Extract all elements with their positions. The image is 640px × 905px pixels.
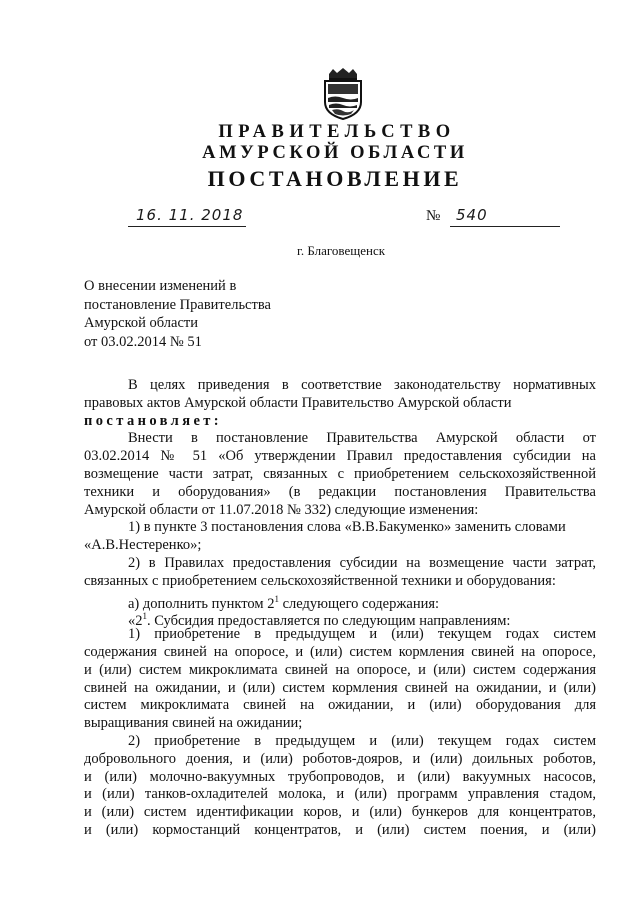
body-line: Амурской области от 11.07.2018 № 332) следующие изменения: xyxy=(84,501,479,518)
body-line: и (или) систем идентификации коров, и (или) бункеров для концентратов, xyxy=(84,804,596,821)
document-type-title: ПОСТАНОВЛЕНИЕ xyxy=(207,166,463,191)
government-title-line2: АМУРСКОЙ ОБЛАСТИ xyxy=(202,143,468,163)
superscript: 1 xyxy=(274,593,279,604)
body-line: 2) в Правилах предоставления субсидии на возмещение части затрат, xyxy=(128,554,596,571)
body-line: 1) в пункте 3 постановления слова «В.В.Бакуменко» заменить словами xyxy=(128,519,566,536)
body-line: Внести в постановление Правительства Амурской области от xyxy=(128,430,596,447)
body-line: свиней на ожидании, и (или) систем кормления свиней на ожидании, и (или) xyxy=(84,679,596,696)
body-line: систем микроклимата свиней на ожидании, и (или) оборудования для xyxy=(84,697,596,714)
body-line: «А.В.Нестеренко»; xyxy=(84,537,202,554)
body-line: добровольного доения, и (или) роботов-дояров, и (или) доильных роботов, xyxy=(84,750,596,767)
body-line: 2) приобретение в предыдущем и (или) текущем годах систем xyxy=(128,732,596,749)
number-sign: № xyxy=(426,208,441,224)
body-line: 03.02.2014 № 51 «Об утверждении Правил предоставления субсидии на xyxy=(84,448,596,465)
body-line: содержания свиней на опоросе, и (или) систем кормления свиней на опоросе, xyxy=(84,643,596,660)
subject-line: от 03.02.2014 № 51 xyxy=(84,333,202,350)
body-line xyxy=(84,608,596,630)
body-line: связанных с приобретением сельскохозяйственной техники и оборудования: xyxy=(84,572,556,589)
document-body xyxy=(84,377,596,840)
date-field xyxy=(128,206,246,227)
body-line xyxy=(84,591,596,612)
date-value: 16. 11. 2018 xyxy=(136,206,244,224)
subject-line: Амурской области xyxy=(84,315,198,331)
document-subject xyxy=(84,277,271,351)
body-line-resolves: постановляет: xyxy=(84,412,223,429)
body-line: и (или) кормостанций концентратов, и (или) систем поения, и (или) xyxy=(84,821,596,838)
government-title-line1: ПРАВИТЕЛЬСТВО xyxy=(218,122,456,142)
body-line: возмещение части затрат, связанных с приобретением сельскохозяйственной xyxy=(84,465,596,482)
body-line: 1) приобретение в предыдущем и (или) текущем годах систем xyxy=(128,626,596,643)
body-text: следующего содержания: xyxy=(278,595,440,612)
body-line: правовых актов Амурской области Правительство Амурской области xyxy=(84,394,512,411)
body-line: и (или) танков-охладителей молока, и (или) программ управления стадом, xyxy=(84,786,596,803)
body-line: техники и оборудования» (в редакции постановления Правительства xyxy=(84,483,596,500)
body-text: а) дополнить пунктом 2 xyxy=(128,595,275,612)
body-line: В целях приведения в соответствие законодательству нормативных xyxy=(128,377,596,393)
body-text: . Субсидия предоставляется по следующим направлениям: xyxy=(147,613,511,630)
subject-line: постановление Правительства xyxy=(84,296,271,313)
body-text: «2 xyxy=(128,613,143,630)
superscript: 1 xyxy=(142,611,147,622)
city-name: г. Благовещенск xyxy=(296,243,386,258)
subject-line: О внесении изменений в xyxy=(84,278,237,294)
number-field xyxy=(450,206,560,227)
body-line: и (или) молочно-вакуумных трубопроводов, и (или) вакуумных насосов, xyxy=(84,768,596,785)
coat-of-arms-icon xyxy=(321,68,365,120)
body-line: и (или) систем микроклимата свиней на опоросе, и (или) систем содержания xyxy=(84,661,596,678)
number-value: 540 xyxy=(456,206,488,224)
body-line: выращивания свиней на ожидании; xyxy=(84,715,303,732)
